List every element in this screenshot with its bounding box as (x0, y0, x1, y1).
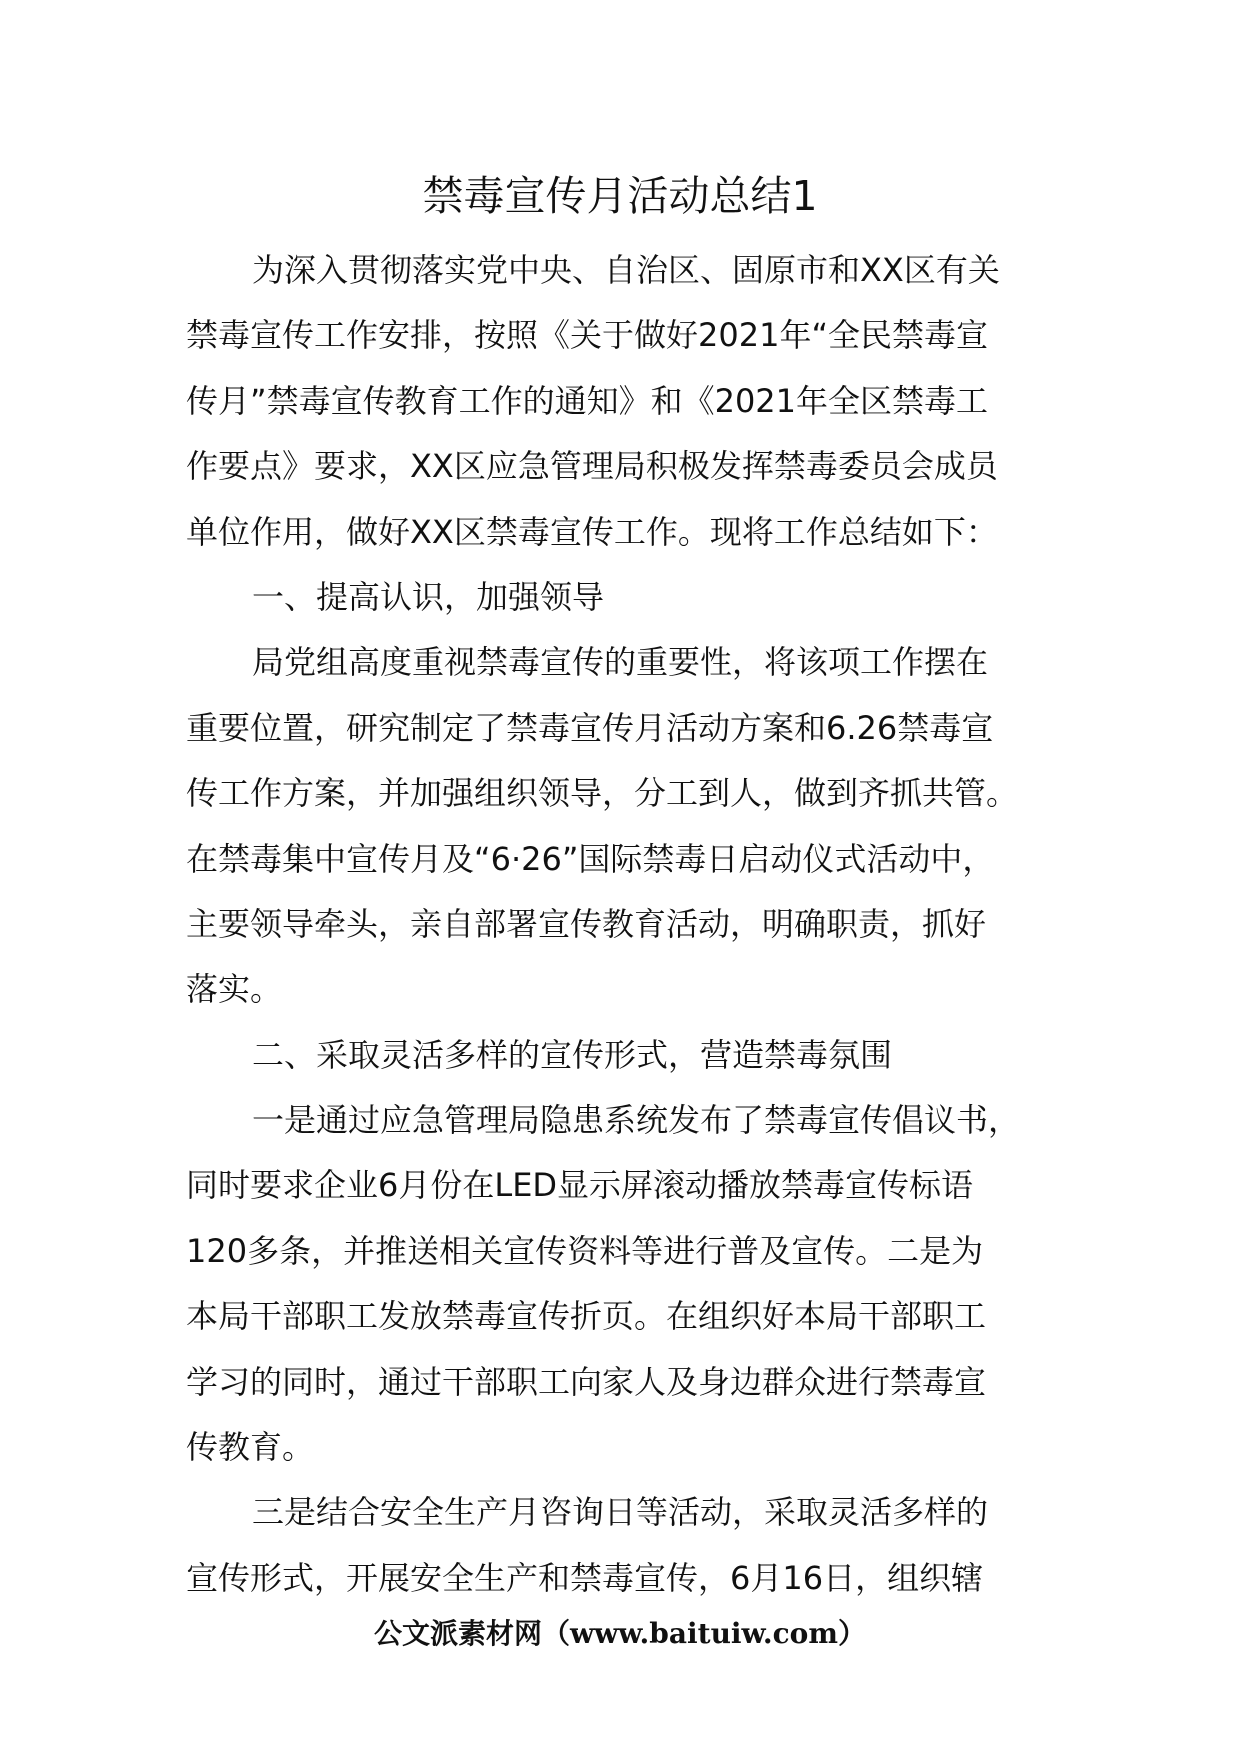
body-line: 单位作用，做好XX区禁毒宣传工作。现将工作总结如下： (186, 512, 998, 551)
body-line: 三是结合安全生产月咨询日等活动，采取灵活多样的 (252, 1493, 989, 1532)
footer-watermark: 公文派素材网（www.baituiw.com） (374, 1617, 866, 1650)
body-line: 同时要求企业6月份在LED显示屏滚动播放禁毒宣传标语 (186, 1166, 974, 1205)
body-line: 为深入贯彻落实党中央、自治区、固原市和XX区有关 (252, 251, 1000, 289)
body-line: 在禁毒集中宣传月及“6·26”国际禁毒日启动仪式活动中， (186, 839, 995, 878)
body-line: 主要领导牵头，亲自部署宣传教育活动，明确职责，抓好 (186, 904, 987, 943)
body-line: 传教育。 (186, 1428, 315, 1467)
body-line: 局党组高度重视禁毒宣传的重要性，将该项工作摆在 (252, 643, 989, 682)
body-line: 传工作方案，并加强组织领导，分工到人，做到齐抓共管。 (186, 774, 1019, 813)
document-body (186, 238, 1058, 1611)
body-line: 宣传形式，开展安全生产和禁毒宣传，6月16日，组织辖 (186, 1558, 984, 1597)
body-line: 学习的同时，通过干部职工向家人及身边群众进行禁毒宣 (186, 1362, 987, 1401)
body-line: 作要点》要求，XX区应急管理局积极发挥禁毒委员会成员 (186, 447, 998, 486)
body-line: 重要位置，研究制定了禁毒宣传月活动方案和6.26禁毒宣 (186, 708, 994, 747)
body-line: 本局干部职工发放禁毒宣传折页。在组织好本局干部职工 (186, 1297, 987, 1336)
body-line: 120多条，并推送相关宣传资料等进行普及宣传。二是为 (186, 1231, 984, 1270)
body-line: 落实。 (186, 970, 283, 1009)
document-title: 禁毒宣传月活动总结1 (422, 172, 818, 220)
body-line: 传月”禁毒宣传教育工作的通知》和《2021年全区禁毒工 (186, 381, 989, 420)
body-line: 二、采取灵活多样的宣传形式，营造禁毒氛围 (252, 1035, 893, 1074)
body-line: 禁毒宣传工作安排，按照《关于做好2021年“全民禁毒宣 (186, 316, 989, 355)
body-line: 一、提高认识，加强领导 (252, 577, 605, 616)
body-line: 一是通过应急管理局隐患系统发布了禁毒宣传倡议书， (252, 1101, 1021, 1140)
